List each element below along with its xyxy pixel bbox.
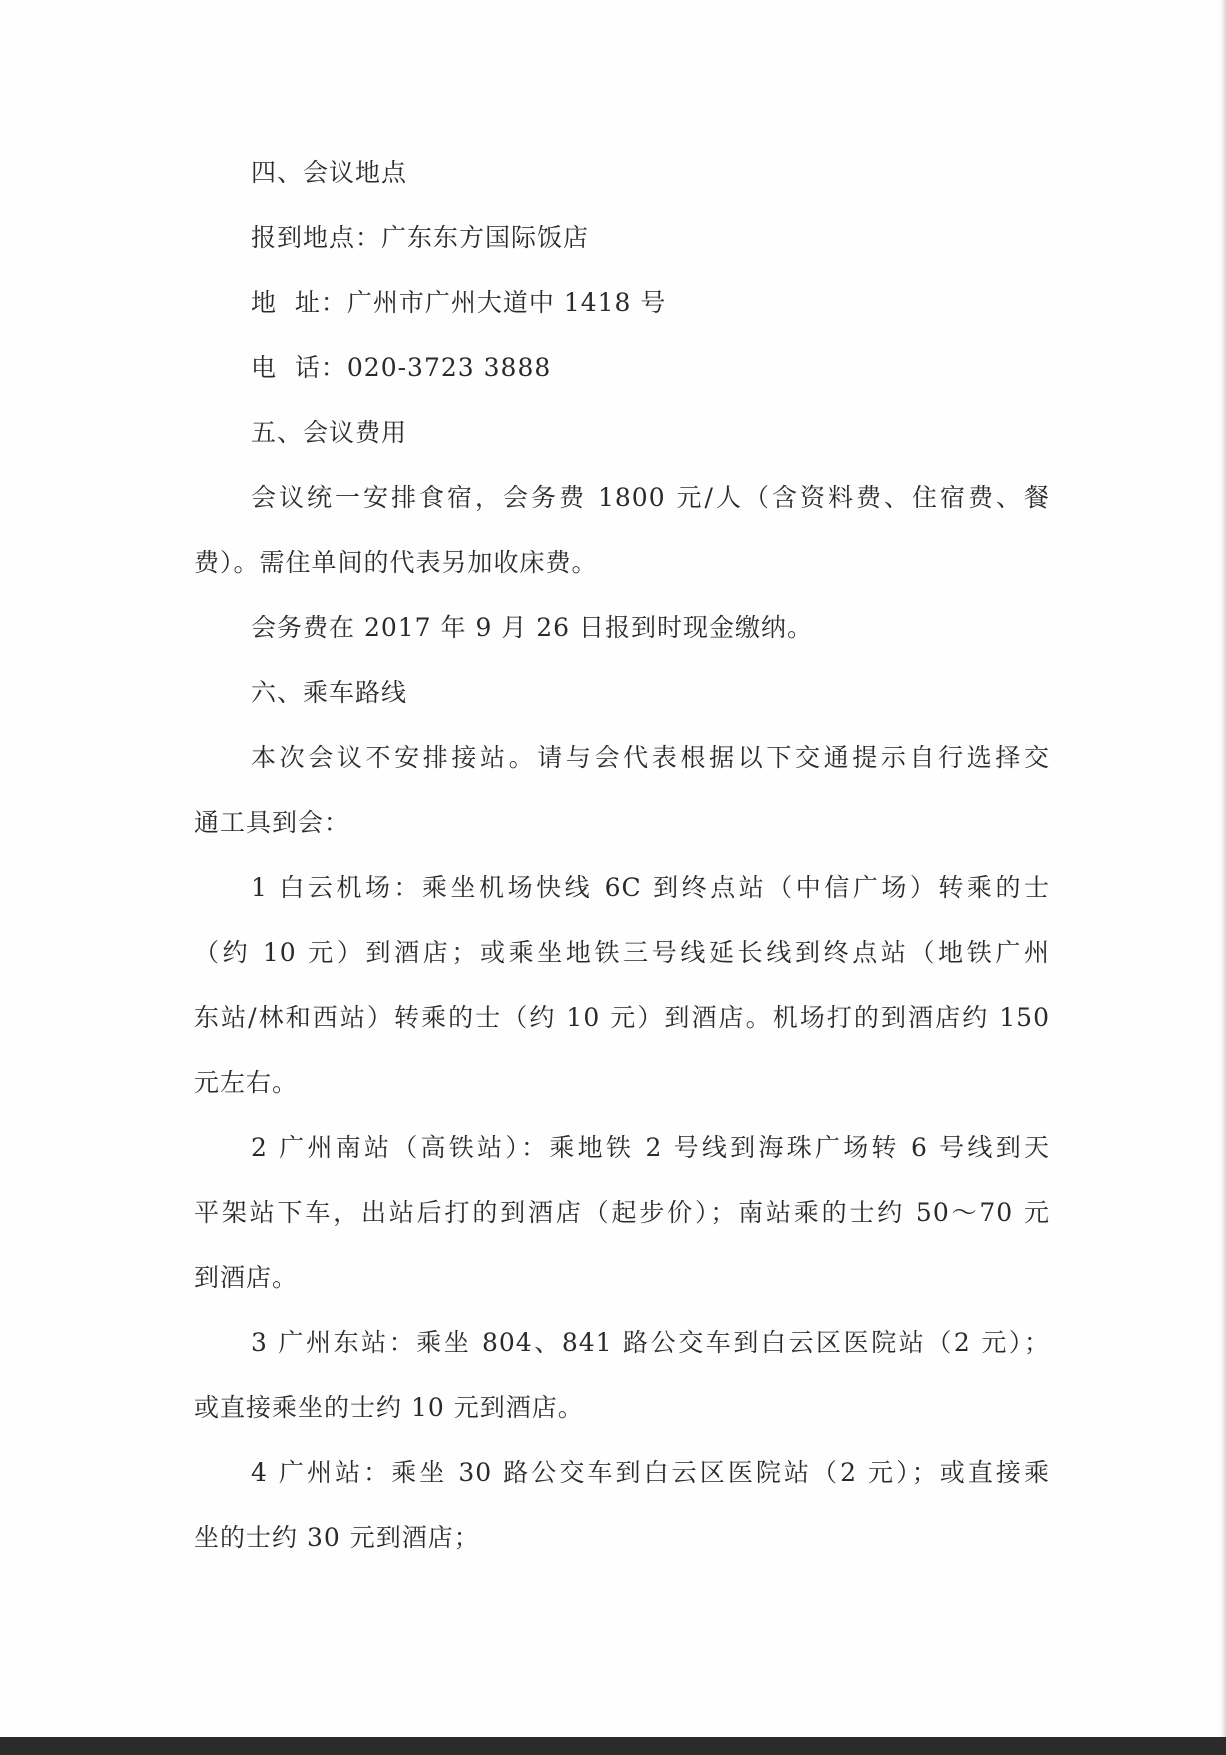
phone-line: 电 话：020-3723 3888: [251, 353, 552, 382]
route-airport-line-2: （约 10 元）到酒店；或乘坐地铁三号线延长线到终点站（地铁广州: [194, 938, 1050, 967]
fees-paragraph-line-1: 会议统一安排食宿，会务费 1800 元/人（含资料费、住宿费、餐: [251, 483, 1050, 512]
section-heading-fees: 五、会议费用: [251, 418, 408, 447]
registration-location: 报到地点：广东东方国际饭店: [251, 223, 590, 252]
route-airport-line-3: 东站/林和西站）转乘的士（约 10 元）到酒店。机场打的到酒店约 150: [194, 1003, 1050, 1032]
address-line: 地 址：广州市广州大道中 1418 号: [251, 288, 667, 317]
route-airport-line-1: 1 白云机场：乘坐机场快线 6C 到终点站（中信广场）转乘的士: [251, 873, 1050, 902]
route-guangzhou-station-line-2: 坐的士约 30 元到酒店；: [194, 1523, 480, 1552]
route-airport-line-4: 元左右。: [194, 1068, 299, 1097]
section-heading-venue: 四、会议地点: [251, 158, 408, 187]
transport-intro-line-1: 本次会议不安排接站。请与会代表根据以下交通提示自行选择交: [251, 743, 1050, 772]
route-south-station-line-2: 平架站下车，出站后打的到酒店（起步价）；南站乘的士约 50～70 元: [194, 1198, 1050, 1227]
route-south-station-line-3: 到酒店。: [194, 1263, 299, 1292]
transport-intro-line-2: 通工具到会：: [194, 808, 351, 837]
route-guangzhou-station-line-1: 4 广州站：乘坐 30 路公交车到白云区医院站（2 元）；或直接乘: [251, 1458, 1050, 1487]
scan-bottom-band: [0, 1737, 1226, 1755]
fees-paragraph-line-2: 费）。需住单间的代表另加收床费。: [194, 548, 598, 577]
route-south-station-line-1: 2 广州南站（高铁站）：乘地铁 2 号线到海珠广场转 6 号线到天: [251, 1133, 1050, 1162]
scan-page-edge: [1220, 0, 1226, 1755]
route-east-station-line-2: 或直接乘坐的士约 10 元到酒店。: [194, 1393, 584, 1422]
route-east-station-line-1: 3 广州东站：乘坐 804、841 路公交车到白云区医院站（2 元）；: [251, 1328, 1050, 1357]
section-heading-transport: 六、乘车路线: [251, 678, 408, 707]
payment-note: 会务费在 2017 年 9 月 26 日报到时现金缴纳。: [251, 613, 814, 642]
